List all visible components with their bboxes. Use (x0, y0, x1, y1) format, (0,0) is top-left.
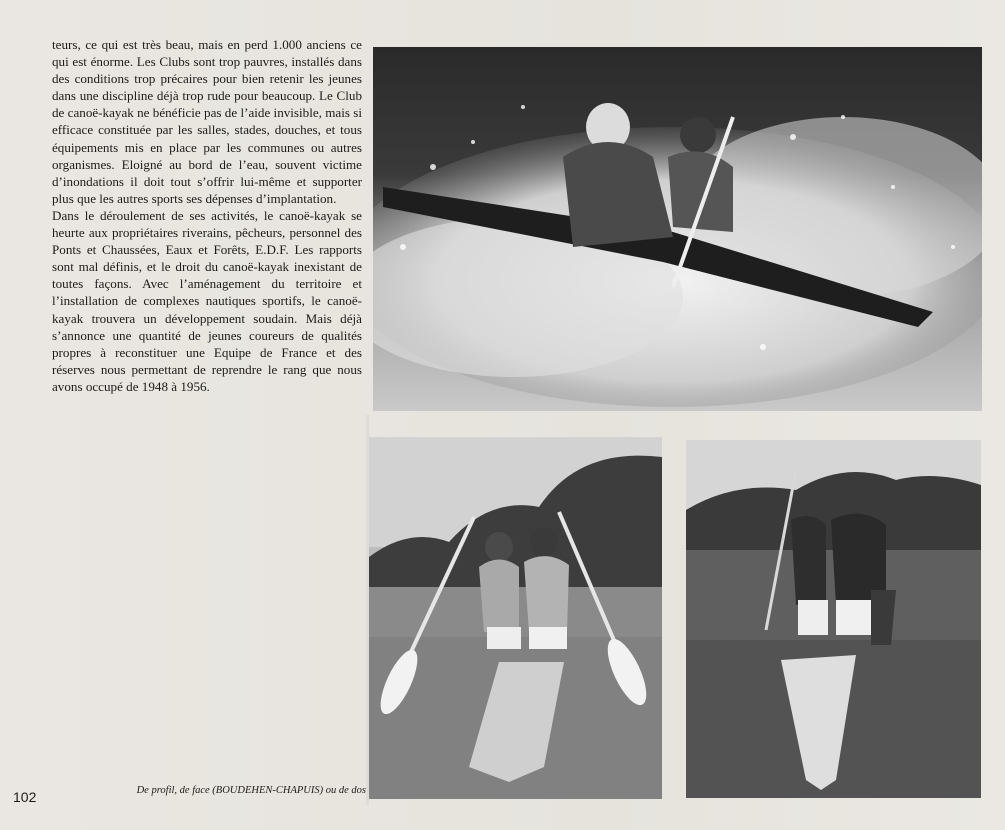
page-number: 102 (13, 789, 37, 805)
photo-canoeists-back-image (686, 440, 981, 798)
photo-canoe-whitewater (373, 47, 982, 411)
paragraph-1: teurs, ce qui est très beau, mais en perd 1.000 anciens ce qui est énorme. Les Clubs sont trop pauvres, installés dans des conditions trop précaires pour bien retenir les jeunes dans une discipline déjà trop rude pour beaucoup. Le Club de canoë-kayak ne bénéficie pas de l’aide invisible, mais si efficace constituée par les salles, stades, douches, et tous équipements mis en place par les communes ou autres organismes. Eloigné au bord de l’eau, souvent victime d’inondations il doit tout s’offrir lui-même et supporter plus que les autres sports ses dépenses d’implantation. (52, 37, 362, 206)
photo-canoeists-back (686, 440, 981, 798)
photo-canoeists-front-image (369, 437, 662, 799)
photo-canoe-whitewater-image (373, 47, 982, 411)
paragraph-2: Dans le déroulement de ses activités, le canoë-kayak se heurte aux propriétaires riverains, pêcheurs, personnel des Ponts et Chaussées, Eaux et Forêts, E.D.F. Les rapports sont mal définis, et le droit du canoë-kayak inexistant de toutes façons. Avec l’aménagement du territoire et l’installation de complexes nautiques sportifs, le canoë-kayak trouvera un développement soudain. Mais déjà s’annonce une quantité de jeunes coureurs de qualités propres à reconstituer une Equipe de France et des réserves nous permettant de reprendre le rang que nous avons occupé de 1948 à 1956. (52, 207, 362, 394)
photo-canoeists-front (369, 437, 662, 799)
photo-caption: De profil, de face (BOUDEHEN-CHAPUIS) ou de dos (136, 785, 366, 796)
article-text-column (52, 36, 362, 395)
